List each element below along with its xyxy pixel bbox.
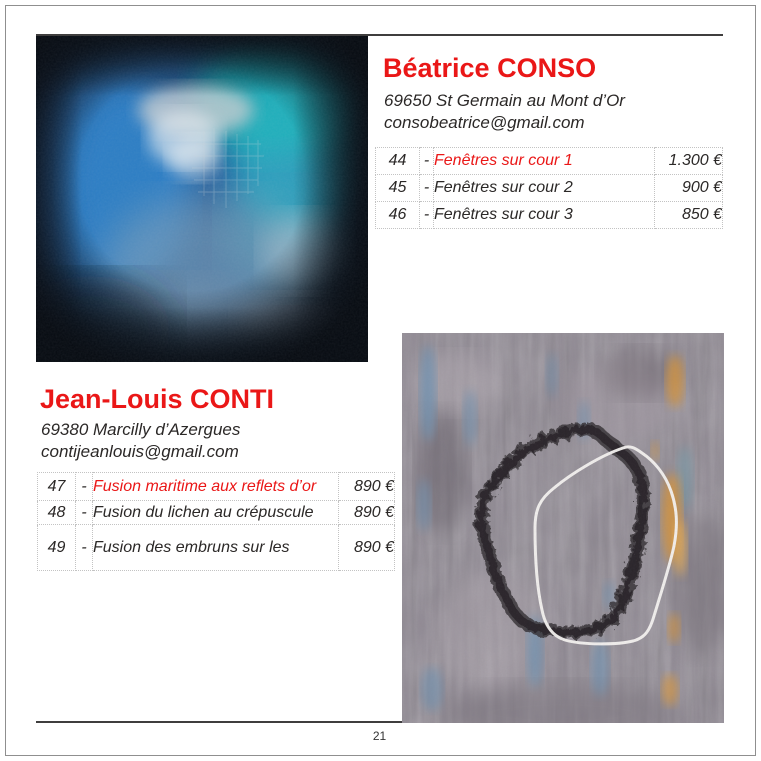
page-number: 21 (372, 729, 387, 743)
artwork-image-conso (36, 36, 368, 362)
work-title-cell: Fenêtres sur cour 1 (434, 148, 655, 175)
blue-painting-graphic (36, 36, 368, 362)
work-title-cell: Fenêtres sur cour 2 (434, 175, 655, 202)
work-price-cell: 890 € (339, 501, 395, 525)
work-price-cell: 1.300 € (655, 148, 723, 175)
work-price-cell: 890 € (339, 525, 395, 571)
work-number-cell: 48 (38, 501, 76, 525)
work-dash-cell: - (76, 525, 93, 571)
work-number-cell: 49 (38, 525, 76, 571)
works-table-conti (37, 472, 395, 571)
work-title-cell: Fusion des embruns sur les (93, 525, 339, 571)
work-number-cell: 45 (376, 175, 420, 202)
work-row (376, 148, 723, 175)
work-dash-cell: - (76, 501, 93, 525)
work-title-cell: Fusion maritime aux reflets d’or (93, 473, 339, 501)
gray-painting-graphic (402, 333, 724, 723)
artist-email: contijeanlouis@gmail.com (41, 442, 239, 461)
work-title-cell: Fenêtres sur cour 3 (434, 202, 655, 229)
work-row (376, 202, 723, 229)
work-dash-cell: - (420, 202, 434, 229)
work-dash-cell: - (76, 473, 93, 501)
artist-contact-conso (384, 90, 625, 134)
work-title-cell: Fusion du lichen au crépuscule (93, 501, 339, 525)
artwork-image-conti (402, 333, 724, 723)
artist-email: consobeatrice@gmail.com (384, 113, 585, 132)
work-price-cell: 900 € (655, 175, 723, 202)
work-number-cell: 47 (38, 473, 76, 501)
artist-address: 69650 St Germain au Mont d’Or (384, 91, 625, 110)
works-table-conso (375, 147, 723, 229)
work-number-cell: 44 (376, 148, 420, 175)
work-price-cell: 850 € (655, 202, 723, 229)
work-price-cell: 890 € (339, 473, 395, 501)
work-row (376, 175, 723, 202)
artist-contact-conti (41, 419, 240, 463)
work-number-cell: 46 (376, 202, 420, 229)
artist-address: 69380 Marcilly d’Azergues (41, 420, 241, 439)
artist-name-conti: Jean-Louis CONTI (40, 384, 275, 414)
work-row (38, 473, 395, 501)
artist-name-conso: Béatrice CONSO (383, 53, 597, 83)
work-row (38, 525, 395, 571)
work-dash-cell: - (420, 175, 434, 202)
work-dash-cell: - (420, 148, 434, 175)
work-row (38, 501, 395, 525)
